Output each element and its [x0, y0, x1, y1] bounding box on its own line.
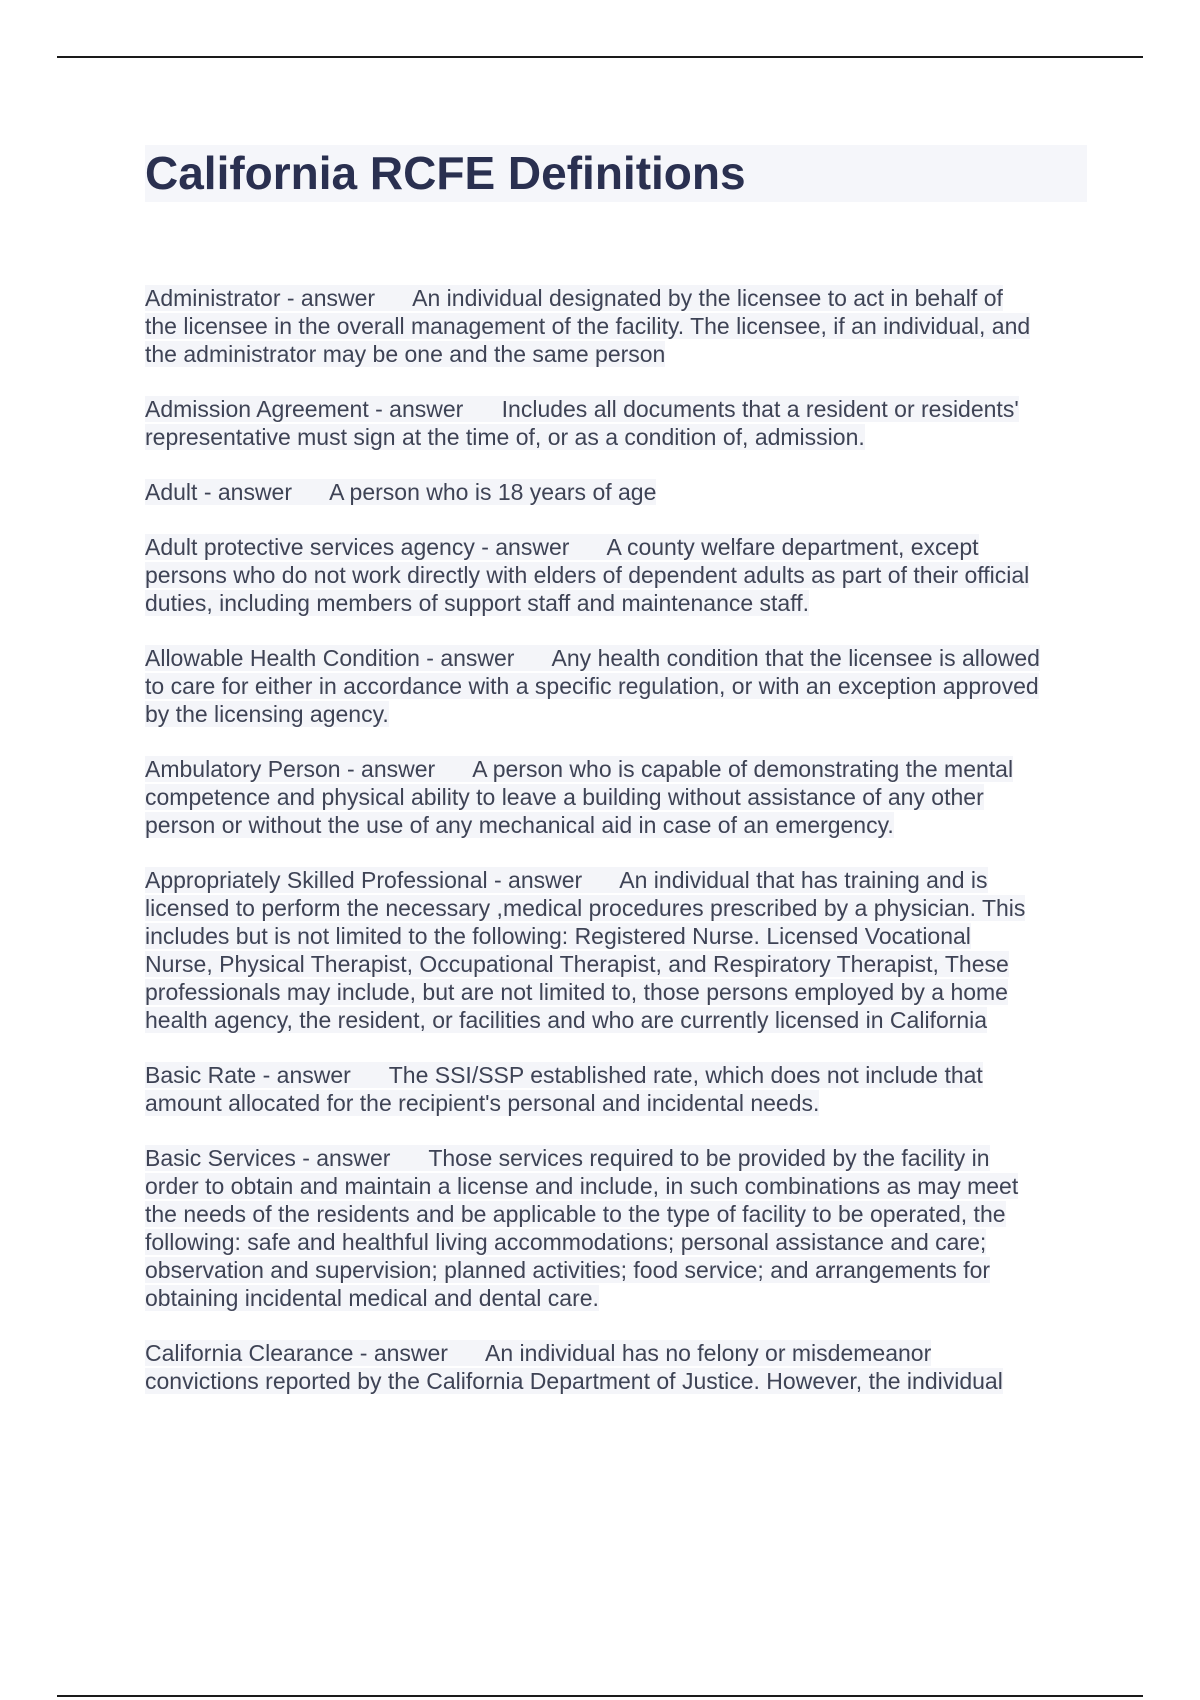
- definition-basic-rate: [145, 1061, 1095, 1117]
- definition-line: Appropriately Skilled Professional - answer An individual that has training and is: [145, 867, 988, 893]
- definition-line: licensed to perform the necessary ,medical procedures prescribed by a physician. This: [145, 895, 1026, 921]
- definition-line: persons who do not work directly with elders of dependent adults as part of their official: [145, 562, 1030, 588]
- definition-line: competence and physical ability to leave a building without assistance of any other: [145, 784, 984, 810]
- definition-basic-services: [145, 1144, 1095, 1312]
- definition-california-clearance: [145, 1339, 1095, 1395]
- definition-line: Adult - answer A person who is 18 years of age: [145, 479, 657, 505]
- definition-line: Administrator - answer An individual designated by the licensee to act in behalf of: [145, 285, 1003, 311]
- definition-line: the licensee in the overall management of the facility. The licensee, if an individual, and: [145, 313, 1031, 339]
- definition-admission-agreement: [145, 395, 1095, 451]
- definition-line: person or without the use of any mechanical aid in case of an emergency.: [145, 812, 894, 838]
- definition-ambulatory-person: [145, 755, 1095, 839]
- definition-line: to care for either in accordance with a specific regulation, or with an exception approved: [145, 673, 1039, 699]
- definition-line: Ambulatory Person - answer A person who is capable of demonstrating the mental: [145, 756, 1014, 782]
- definition-adult: [145, 478, 1095, 506]
- definition-adult-protective-services-agency: [145, 533, 1095, 617]
- definition-line: obtaining incidental medical and dental care.: [145, 1285, 599, 1311]
- definition-line: by the licensing agency.: [145, 701, 389, 727]
- definition-line: Basic Services - answer Those services required to be provided by the facility in: [145, 1145, 990, 1171]
- definition-line: Nurse, Physical Therapist, Occupational Therapist, and Respiratory Therapist, These: [145, 951, 1009, 977]
- definition-line: includes but is not limited to the following: Registered Nurse. Licensed Vocational: [145, 923, 971, 949]
- definition-line: the administrator may be one and the same person: [145, 341, 666, 367]
- definition-line: the needs of the residents and be applicable to the type of facility to be operated, the: [145, 1201, 1006, 1227]
- definition-line: following: safe and healthful living accommodations; personal assistance and care;: [145, 1229, 987, 1255]
- bottom-rule: [57, 1695, 1143, 1697]
- definitions-list: [145, 284, 1095, 1422]
- definition-line: convictions reported by the California Department of Justice. However, the individual: [145, 1368, 1003, 1394]
- definition-allowable-health-condition: [145, 644, 1095, 728]
- definition-line: amount allocated for the recipient's personal and incidental needs.: [145, 1090, 820, 1116]
- definition-administrator: [145, 284, 1095, 368]
- definition-appropriately-skilled-professional: [145, 866, 1095, 1034]
- definition-line: order to obtain and maintain a license and include, in such combinations as may meet: [145, 1173, 1019, 1199]
- definition-line: duties, including members of support staff and maintenance staff.: [145, 590, 809, 616]
- definition-line: Allowable Health Condition - answer Any health condition that the licensee is allowed: [145, 645, 1040, 671]
- definition-line: professionals may include, but are not limited to, those persons employed by a home: [145, 979, 1008, 1005]
- definition-line: health agency, the resident, or facilities and who are currently licensed in California: [145, 1007, 988, 1033]
- definition-line: representative must sign at the time of, or as a condition of, admission.: [145, 424, 865, 450]
- page-title: California RCFE Definitions: [145, 147, 746, 199]
- top-rule: [57, 56, 1143, 58]
- definition-line: California Clearance - answer An individual has no felony or misdemeanor: [145, 1340, 932, 1366]
- definition-line: observation and supervision; planned activities; food service; and arrangements for: [145, 1257, 991, 1283]
- definition-line: Basic Rate - answer The SSI/SSP established rate, which does not include that: [145, 1062, 983, 1088]
- definition-line: Admission Agreement - answer Includes all documents that a resident or residents': [145, 396, 1019, 422]
- definition-line: Adult protective services agency - answer A county welfare department, except: [145, 534, 979, 560]
